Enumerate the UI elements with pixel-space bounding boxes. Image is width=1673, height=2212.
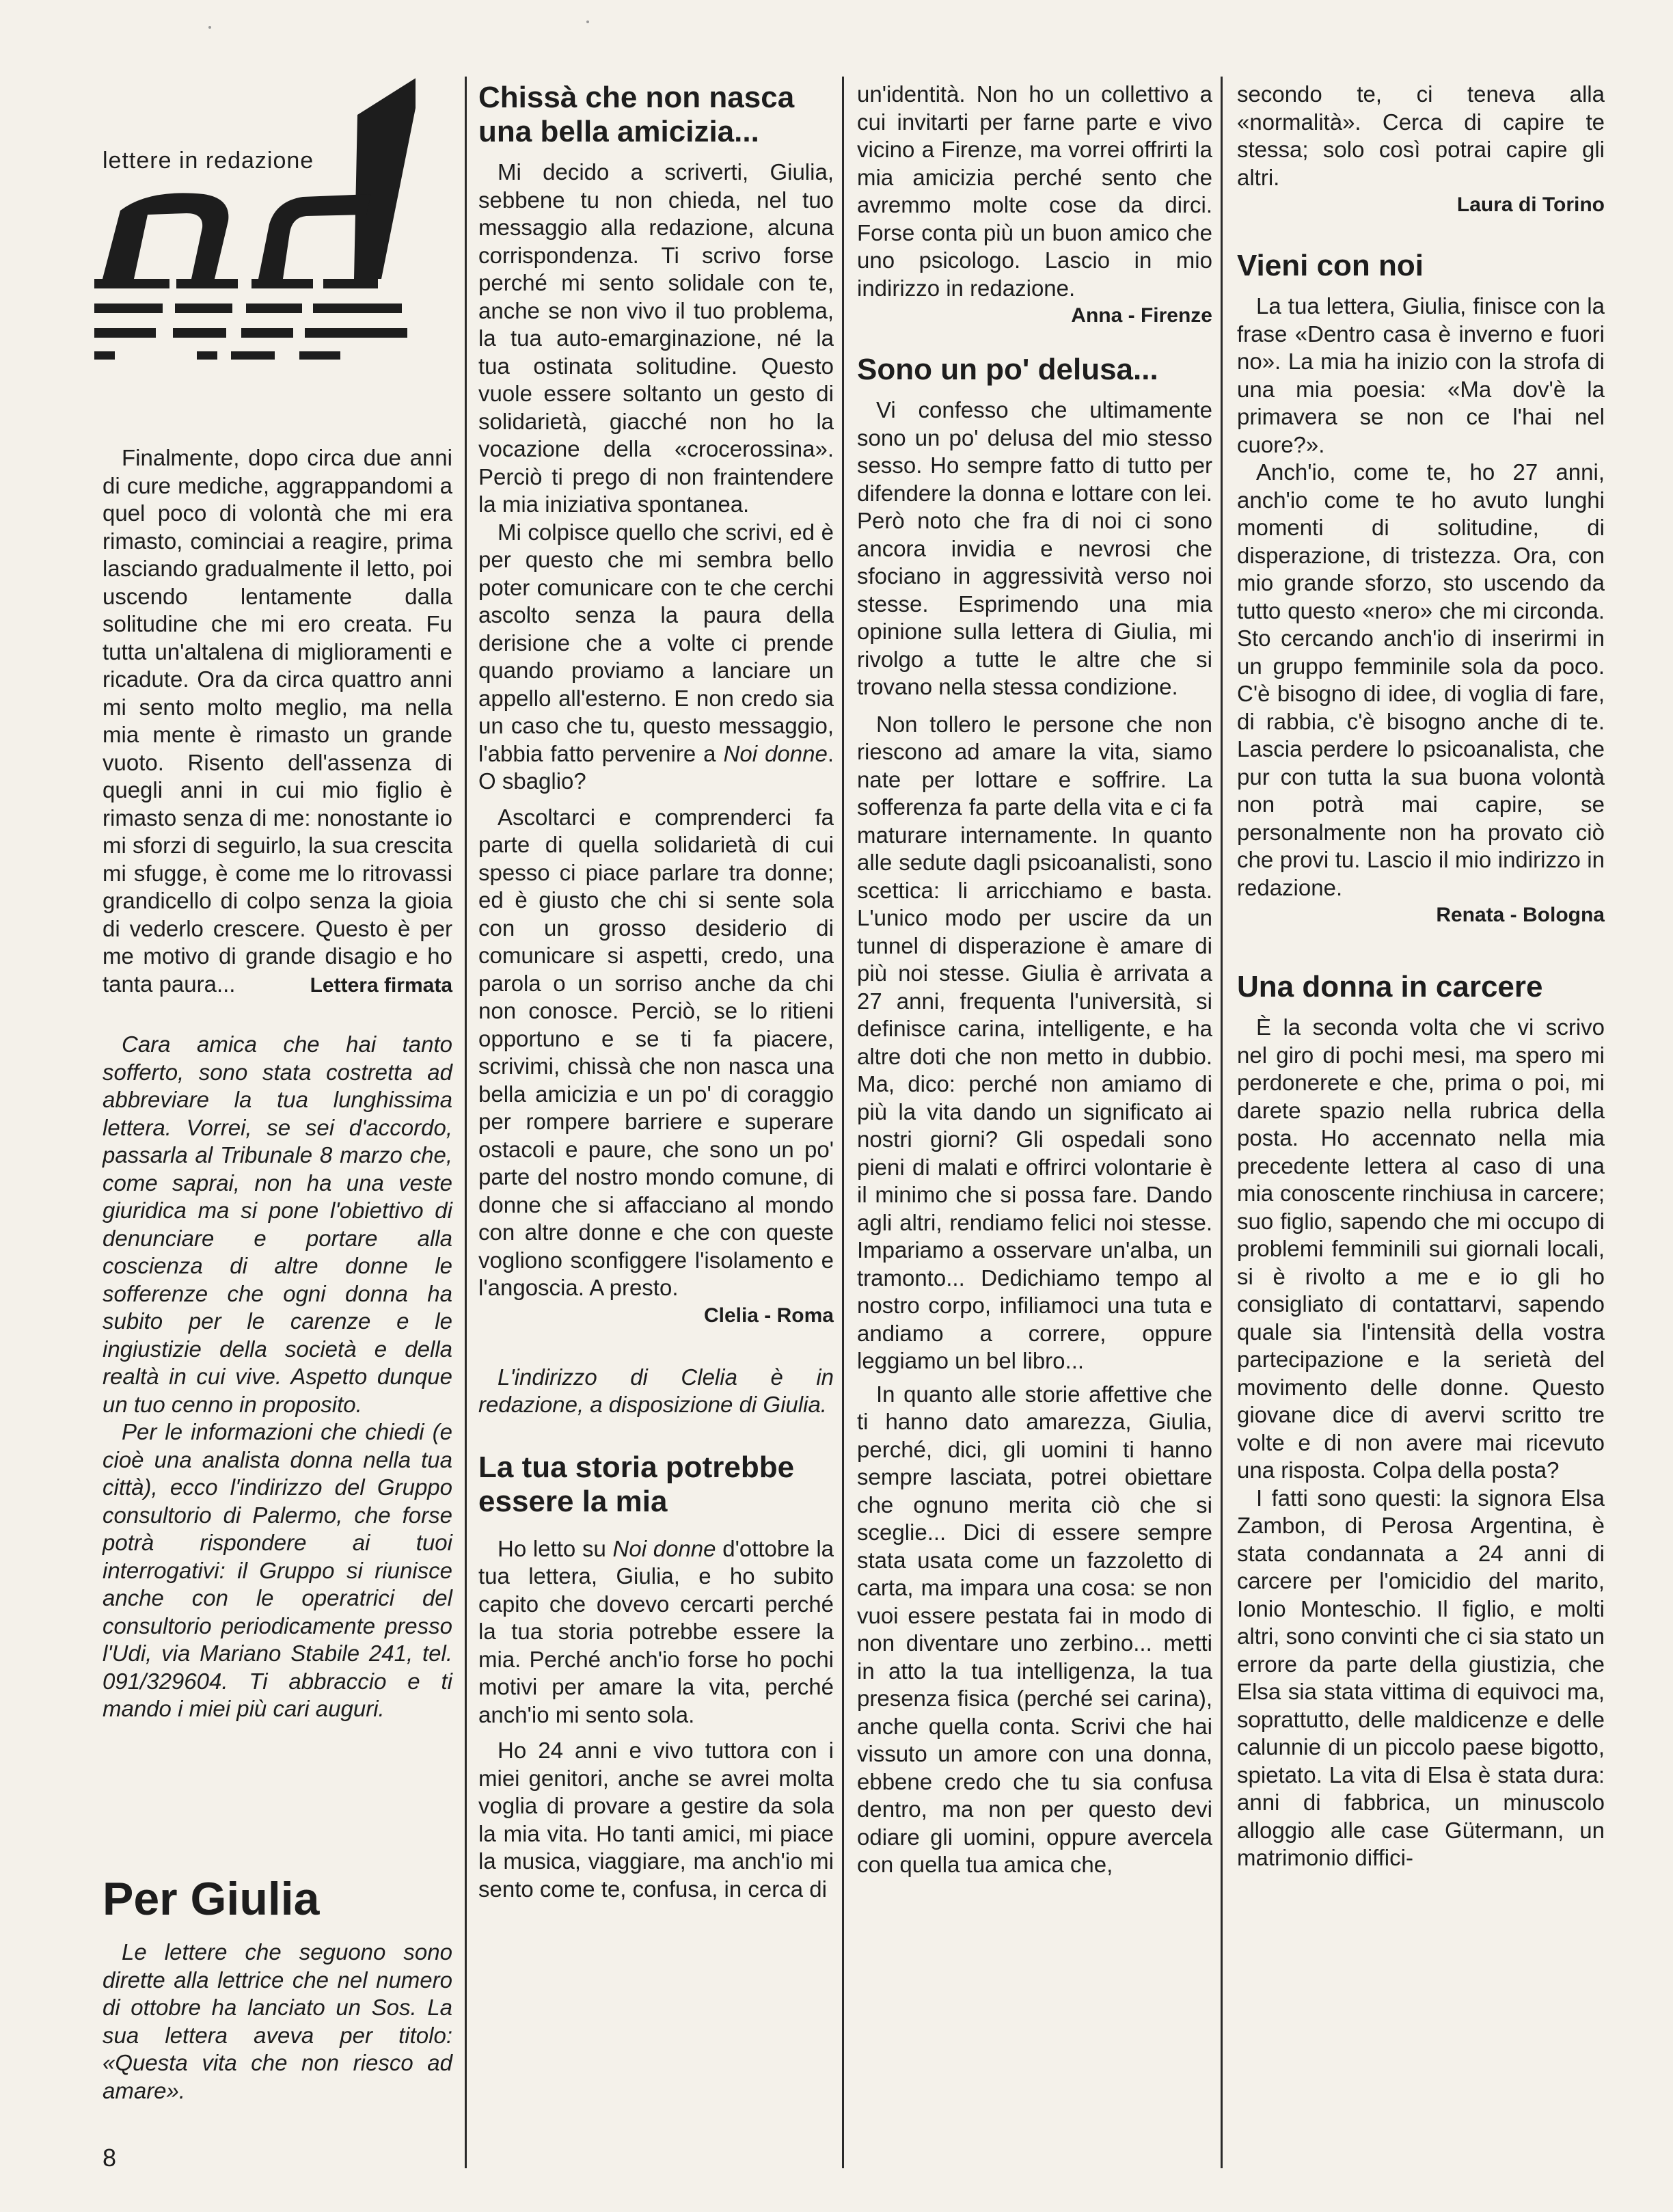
nd-logo-icon bbox=[94, 74, 416, 388]
letter-signature: Anna - Firenze bbox=[1071, 304, 1212, 327]
column-3 bbox=[857, 81, 1212, 1879]
column-divider bbox=[465, 77, 467, 2168]
column-divider bbox=[1221, 77, 1223, 2168]
letter-paragraph: Ho 24 anni e vivo tuttora con i miei genitori, anche se avrei molta voglia di provare a gestire da sola la mia vita. Ho tanti amici, mi piace la musica, viaggiare, ma anch'io mi sento come te, confusa, in cerca di bbox=[478, 1738, 834, 1902]
letter-paragraph: Anch'io, come te, ho 27 anni, anch'io come te ho avuto lunghi momenti di solitudine, di disperazione, di tristezza. Ora, con mio grande sforzo, sto uscendo da tutto questo «nero» che mi circonda. Sto cercando anch'io di inserirmi in un gruppo femminile sola da poco. C'è bisogno di idee, di voglia di fare, di rabbia, c'è bisogno anche di te. Lascia perdere lo psicoanalista, che pur con tutta la sua buona volontà non potrà mai capire, se personalmente non ha provato ciò che provi tu. Lascio il mio indirizzo in redazione. bbox=[1237, 459, 1605, 900]
section-intro bbox=[103, 1939, 452, 2105]
letter-title: Sono un po' delusa... bbox=[857, 353, 1158, 386]
letter-paragraph: Non tollero le persone che non riescono ad amare la vita, siamo nate per lottare e soffrire. La sofferenza fa parte della vita e ci fa maturare internamente. In quanto alle sedute dagli psicoanalisti, sono scettica: li arricchiamo e basta. L'unico modo per uscire da un tunnel di disperazione è amare di più noi stesse. Giulia è arrivata a 27 anni, frequenta l'università, si definisce carina, intelligente, e ha altre doti che non metto in dubbio. Ma, dico: perché non amiamo di più la vita dando un significato ai nostri giorni? Gli ospedali sono pieni di malati e offrirci volontarie è il minimo che si possa fare. Dando agli altri, rendiamo felici noi stesse. Impariamo a osservare un'alba, un tramonto... Dedichiamo tempo al nostro corpo, infiliamoci una tuta e andiamo a correre, oppure leggiamo un bel libro... bbox=[857, 711, 1212, 1373]
text-run: Ho letto su bbox=[498, 1535, 606, 1561]
magazine-name: Noi donne bbox=[612, 1535, 716, 1561]
letter-title: Chissà che non nasca una bella amicizia... bbox=[478, 81, 795, 148]
letter-paragraph bbox=[478, 519, 834, 796]
letter-paragraph: I fatti sono questi: la signora Elsa Zambon, di Perosa Argentina, è stata condannata a 24 anni di carcere per l'omicidio del marito, Ionio Monteschio. Il figlio, e molti altri, sono convinti che ci sia stato un errore da parte della giustizia, che Elsa sia stata vittima di equivoci ma, soprattutto, delle maldicenze e delle calunnie di un piccolo paese bigotto, spietato. La vita di Elsa è stata dura: anni di fabbrica, un minuscolo alloggio alle case Gütermann, un matrimonio diffici- bbox=[1237, 1485, 1605, 1870]
column-1 bbox=[103, 444, 452, 1723]
text-run: d'ottobre la tua lettera, Giulia, e ho subito capito che dovevo cercarti perché la tua storia potrebbe essere la mia. Perché anch'io forse ho pochi motivi per amare la vita, perché anch'io mi sento sola. bbox=[478, 1535, 834, 1727]
letter-paragraph: Vi confesso che ultimamente sono un po' delusa del mio stesso sesso. Ho sempre fatto di tutto per difendere la donna e lottare con lei. Però noto che fra di noi ci sono ancora invidia e nevrosi che sfociano in aggressività verso noi stesse. Esprimendo una mia opinione sulla lettera di Giulia, mi rivolgo a tutte le altre che si trovano nella stessa condizione. bbox=[857, 397, 1212, 699]
letter-paragraph: Ascoltarci e comprenderci fa parte di quella solidarietà di cui spesso ci piace parlare tra donne; ed è giusto che chi si sente sola con un grosso desiderio di comunicare si aspetti, credo, una parola o un sorriso anche da chi non conosce. Perciò, se lo ritieni opportuno e se ti fa piacere, scrivimi, chissà che non nasca una bella amicizia e un po' di coraggio per rompere barriere e superare ostacoli e paure, che sono un po' parte del nostro mondo comune, di donne che si affacciano al mondo con altre donne e che con queste vogliono sconfiggere l'isolamento e l'angoscia. A presto. bbox=[478, 804, 834, 1300]
letter-text: Finalmente, dopo circa due anni di cure mediche, aggrappandomi a quel poco di volontà che mi era rimasto, cominciai a reagire, prima lasciando gradualmente il letto, poi uscendo lentamente dalla solitudine che mi ero creata. Fu tutta un'altalena di miglioramenti e ricadute. Ora da circa quattro anni mi sento molto meglio, ma nella mia mente è rimasto un grande vuoto. Risento dell'assenza di quegli anni in cui mio figlio è rimasto senza di me: nonostante io mi sforzi di seguirlo, la sua crescita mi sfugge, è come me lo ritrovassi grandicello di colpo senza la gioia di vederlo crescere. Questo è per me motivo di grande disagio e ho tanta paura... bbox=[103, 445, 452, 997]
reply-paragraph: Cara amica che hai tanto sofferto, sono stata costretta ad abbreviare la tua lunghissima lettera. Vorrei, se sei d'accordo, passarla al Tribunale 8 marzo che, come saprai, non ha una veste giuridica ma si pone l'obiettivo di denunciare e portare alla coscienza di altre donne le sofferenze che ogni donna ha subito per le carenze e le ingiustizie della società e della realtà in cui vive. Aspetto dunque un tuo cenno in proposito. bbox=[103, 1031, 452, 1417]
letter-title: Una donna in carcere bbox=[1237, 970, 1543, 1003]
editor-note: L'indirizzo di Clelia è in redazione, a disposizione di Giulia. bbox=[478, 1364, 834, 1417]
masthead-logo bbox=[94, 74, 416, 392]
letter-paragraph: un'identità. Non ho un collettivo a cui invitarti per farne parte e vivo vicino a Firenze, ma vorrei offrirti la mia amicizia perché sento che avremmo molte cose da dirci. Forse conta più un buon amico che uno psicologo. Lascio in mio indirizzo in redazione. bbox=[857, 81, 1212, 301]
section-kicker: lettere in redazione bbox=[103, 148, 314, 174]
section-intro-text: Le lettere che seguono sono dirette alla lettrice che nel numero di ottobre ha lanciato un Sos. La sua lettera aveva per titolo: «Questa vita che non riesco ad amare». bbox=[103, 1939, 452, 2103]
magazine-name: Noi donne bbox=[723, 740, 828, 766]
column-2 bbox=[478, 81, 834, 1903]
logo-text: nd bbox=[94, 74, 96, 75]
letter-paragraph: secondo te, ci teneva alla «normalità». Cerca di capire te stessa; solo così potrai capire gli altri. bbox=[1237, 81, 1605, 190]
letter-paragraph bbox=[478, 1535, 834, 1729]
letter-paragraph: In quanto alle storie affettive che ti hanno dato amarezza, Giulia, perché, dici, gli uomini ti hanno sempre lasciata, potrei obiettare che ognuno merita ciò che si sceglie... Dici di essere sempre stata usata come un fazzoletto di carta, ma impara una cosa: se non vuoi essere pestata fai in modo di non diventare uno zerbino... metti in atto la tua intelligenza, la tua presenza fisica (perché sei carina), anche quella conta. Scrivi che hai vissuto un amore con una donna, ebbene credo che tu sia confusa dentro, ma non per questo devi odiare gli uomini, oppure avercela con quella tua amica che, bbox=[857, 1381, 1212, 1877]
reply-paragraph: Per le informazioni che chiedi (e cioè una analista donna nella tua città), ecco l'indirizzo del Gruppo consultorio di Palermo, che forse potrà rispondere ai tuoi interrogativi: il Gruppo si riunisce anche con le operatrici del consultorio periodicamente presso l'Udi, via Mariano Stabile 241, tel. 091/329604. Ti abbraccio e ti mando i miei più cari auguri. bbox=[103, 1419, 452, 1721]
column-4 bbox=[1237, 81, 1605, 1872]
print-speck bbox=[208, 26, 211, 29]
text-run: . O sbaglio? bbox=[478, 740, 834, 794]
page-number: 8 bbox=[103, 2144, 117, 2172]
letter-signature: Clelia - Roma bbox=[703, 1304, 834, 1327]
letter-title: Vieni con noi bbox=[1237, 249, 1424, 282]
print-speck bbox=[586, 21, 589, 23]
column-divider bbox=[842, 77, 844, 2168]
letter-paragraph: Mi decido a scriverti, Giulia, sebbene tu non chieda, nel tuo messaggio alla redazione, alcuna corrispondenza. Ti scrivo forse perché mi sento solidale con te, anche se non vivo il tuo problema, la tua auto-emarginazione, né la tua ostinata solitudine. Questo vuole essere soltanto un gesto di solidarietà, giacché non ho la vocazione della «crocerossina». Perciò ti prego di non fraintendere la mia iniziativa spontanea. bbox=[478, 159, 834, 517]
letter-signature: Renata - Bologna bbox=[1436, 904, 1605, 926]
text-run: Mi colpisce quello che scrivi, ed è per questo che mi sembra bello poter comunicare con te che cerchi ascolto senza la paura della derisione che a volte ci prende quando proviamo a lanciare un appello all'esterno. E non credo sia un caso che tu, questo messaggio, l'abbia fatto pervenire a bbox=[478, 519, 834, 766]
letter-signature: Lettera firmata bbox=[310, 974, 452, 997]
letter-paragraph: La tua lettera, Giulia, finisce con la frase «Dentro casa è inverno e fuori no». La mia ha inizio con la strofa di una mia poesia: «Ma dov'è la primavera se non ce l'hai nel cuore?». bbox=[1237, 293, 1605, 457]
letter-paragraph: È la seconda volta che vi scrivo nel giro di pochi mesi, ma spero mi perdonerete e che, prima o poi, mi darete spazio nella rubrica della posta. Ho accennato nella mia precedente lettera al caso di una mia conoscente rinchiusa in carcere; suo figlio, sapendo che mi occupo di problemi femminili sui giornali locali, si è rivolto a me e io gli ho consigliato di contattarvi, sapendo quale sia l'intensità della vostra partecipazione e la serietà del movimento delle donne. Questo giovane dice di avervi scritto tre volte e di non avere mai ricevuto una risposta. Colpa della posta? bbox=[1237, 1014, 1605, 1483]
letter-signature: Laura di Torino bbox=[1456, 193, 1605, 216]
section-title: Per Giulia bbox=[103, 1873, 320, 1925]
letter-title: La tua storia potrebbe essere la mia bbox=[478, 1450, 795, 1518]
